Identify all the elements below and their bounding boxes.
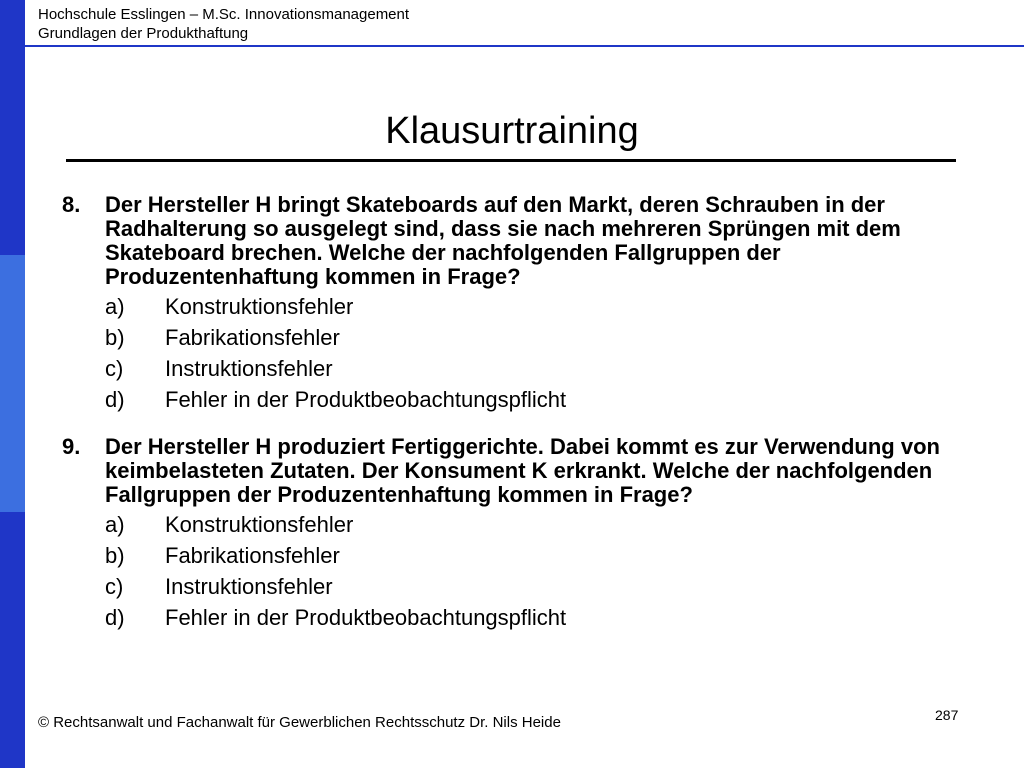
option-label: Fehler in der Produktbeobachtungspflicht <box>165 387 567 412</box>
header-divider <box>25 45 1024 47</box>
answer-options <box>62 291 982 415</box>
question-text: Der Hersteller H bringt Skateboards auf den Markt, deren Schrauben in der Radhalterung so ausgelegt sind, dass sie nach mehreren Sprüngen mit dem Skateboard brechen. Welche der nachfolgenden Fallgruppen der Produzentenhaftung kommen in Frage? <box>105 192 901 289</box>
answer-option-a <box>62 291 982 322</box>
question-number: 8. <box>62 192 81 217</box>
option-label: Konstruktionsfehler <box>165 294 354 319</box>
title-underline <box>66 159 956 162</box>
question-spacer <box>62 415 982 435</box>
answer-option-a <box>62 509 982 540</box>
option-label: Fehler in der Produktbeobachtungspflicht <box>165 605 567 630</box>
option-label: Fabrikationsfehler <box>165 543 340 568</box>
option-letter: b) <box>105 325 125 350</box>
answer-option-c <box>62 571 982 602</box>
option-letter: b) <box>105 543 125 568</box>
question-9 <box>62 435 982 633</box>
answer-options <box>62 509 982 633</box>
question-8 <box>62 193 982 415</box>
option-letter: c) <box>105 574 124 599</box>
header-institution: Hochschule Esslingen – M.Sc. Innovationsmanagement <box>38 6 410 23</box>
option-label: Instruktionsfehler <box>165 356 333 381</box>
header-course: Grundlagen der Produkthaftung <box>38 25 249 42</box>
option-label: Fabrikationsfehler <box>165 325 340 350</box>
option-letter: c) <box>105 356 124 381</box>
option-letter: a) <box>105 294 125 319</box>
option-letter: d) <box>105 387 125 412</box>
option-label: Konstruktionsfehler <box>165 512 354 537</box>
footer-copyright: © Rechtsanwalt und Fachanwalt für Gewerblichen Rechtsschutz Dr. Nils Heide <box>38 714 561 731</box>
question-number: 9. <box>62 434 81 459</box>
answer-option-d <box>62 384 982 415</box>
answer-option-b <box>62 322 982 353</box>
accent-bar-bottom-segment <box>0 512 25 768</box>
option-label: Instruktionsfehler <box>165 574 333 599</box>
slide-title: Klausurtraining <box>385 110 639 152</box>
slide-header <box>38 5 409 43</box>
answer-option-c <box>62 353 982 384</box>
option-letter: d) <box>105 605 125 630</box>
option-letter: a) <box>105 512 125 537</box>
answer-option-b <box>62 540 982 571</box>
accent-bar-middle-segment <box>0 255 25 512</box>
page-number: 287 <box>935 707 959 723</box>
answer-option-d <box>62 602 982 633</box>
question-text: Der Hersteller H produziert Fertiggerichte. Dabei kommt es zur Verwendung von keimbelasteten Zutaten. Der Konsument K erkrankt. Welche der nachfolgenden Fallgruppen der Produzentenhaftung kommen in Frage? <box>105 434 940 507</box>
slide-content <box>62 193 982 633</box>
